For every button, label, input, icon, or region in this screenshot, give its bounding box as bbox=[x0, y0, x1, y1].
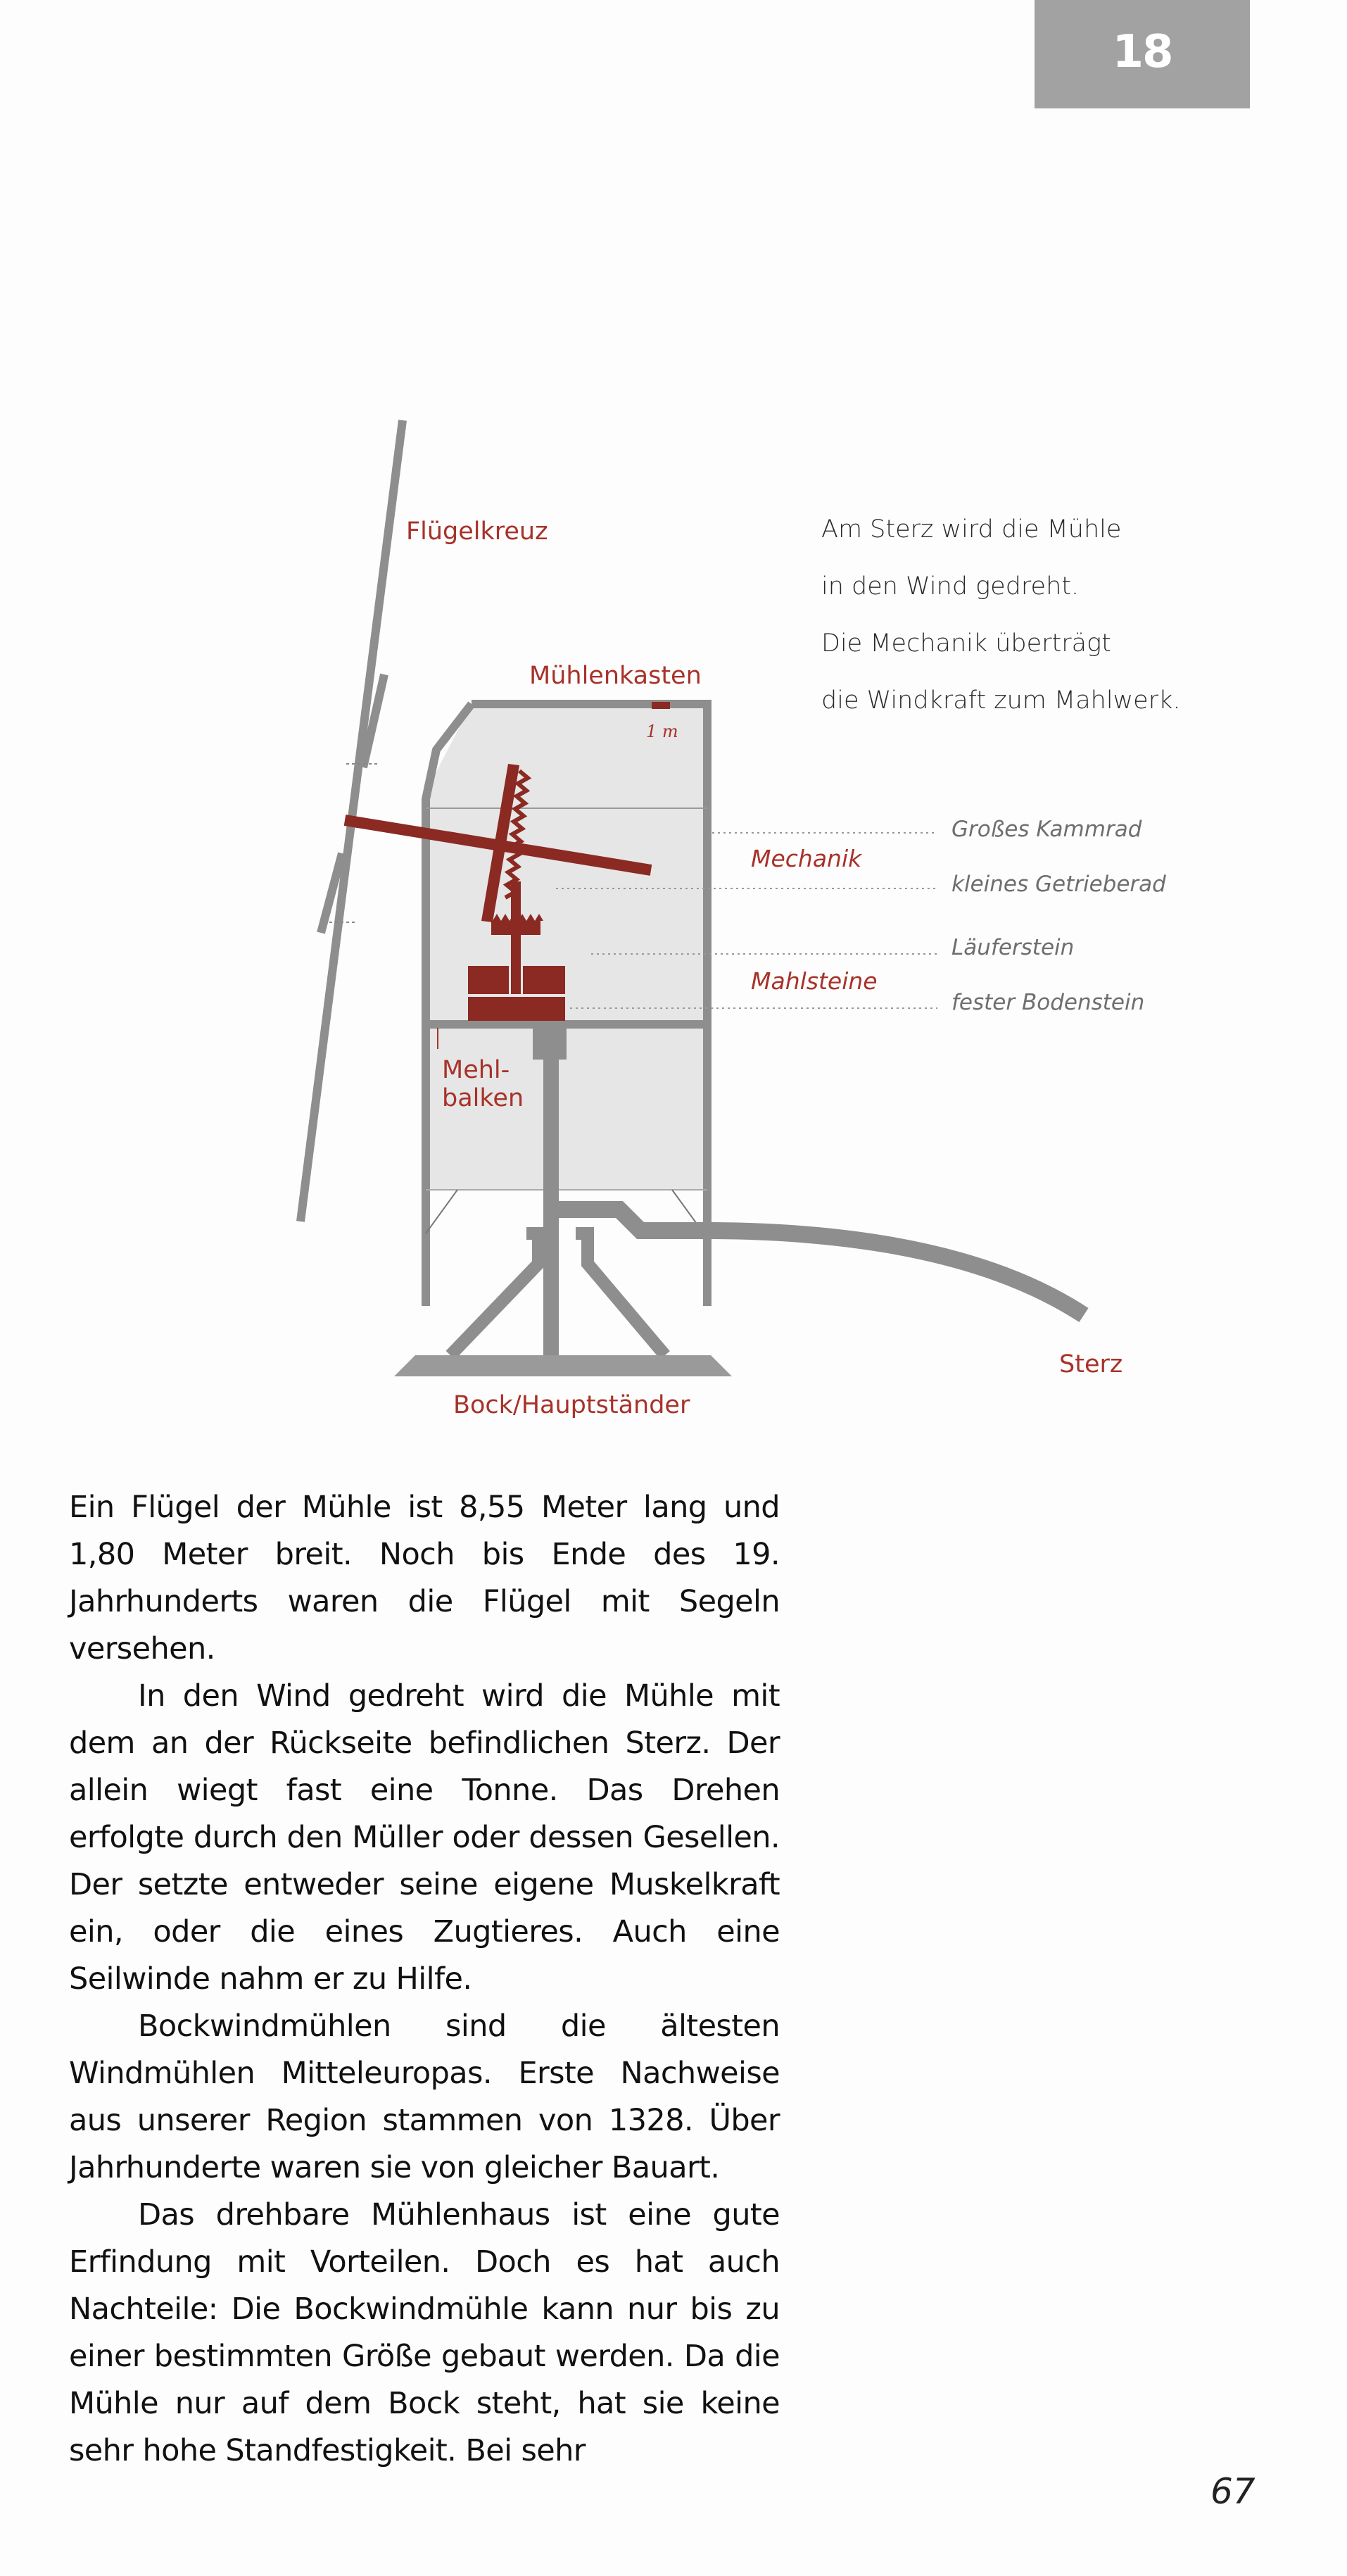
caption-line: Die Mechanik überträgt bbox=[821, 629, 1111, 658]
label-muehlenkasten: Mühlenkasten bbox=[529, 662, 702, 690]
part-laeuferstein: Läuferstein bbox=[951, 935, 1075, 960]
diagram-caption bbox=[821, 501, 1181, 729]
post-cap bbox=[533, 1024, 567, 1060]
label-fluegelkreuz: Flügelkreuz bbox=[406, 517, 548, 546]
part-kleines-getrieberad: kleines Getrieberad bbox=[951, 872, 1166, 897]
caption-line: die Windkraft zum Mahlwerk. bbox=[821, 686, 1181, 715]
label-mehlbalken-line1: Mehl- bbox=[442, 1056, 510, 1084]
paragraph: Bockwindmühlen sind die ältesten Windmühlen Mitteleuropas. Erste Nachweise aus unserer Region stammen von 1328. Über Jahrhunderte waren sie von gleicher Bauart. bbox=[69, 2009, 780, 2185]
trestle-brace-right bbox=[576, 1233, 665, 1355]
scale-bar bbox=[652, 702, 670, 709]
label-scale: 1 m bbox=[646, 722, 678, 741]
runner-stone-right bbox=[523, 966, 565, 994]
caption-line: in den Wind gedreht. bbox=[821, 572, 1080, 601]
runner-stone-left bbox=[468, 966, 509, 994]
paragraph: Ein Flügel der Mühle ist 8,55 Meter lang und 1,80 Meter breit. Noch bis Ende des 19. Jahrhunderts waren die Flügel mit Segeln versehen. bbox=[69, 1490, 780, 1666]
main-post bbox=[543, 1056, 559, 1362]
brace-left bbox=[426, 1190, 457, 1233]
part-grosses-kammrad: Großes Kammrad bbox=[951, 817, 1142, 842]
label-bock: Bock/Hauptständer bbox=[453, 1391, 690, 1419]
trestle-base bbox=[394, 1355, 732, 1376]
chapter-number: 18 bbox=[1112, 26, 1172, 78]
label-mahlsteine: Mahlsteine bbox=[751, 967, 878, 995]
label-mehlbalken bbox=[442, 1056, 524, 1112]
spindle bbox=[511, 881, 521, 994]
label-mehlbalken-line2: balken bbox=[442, 1084, 524, 1112]
tail-pole bbox=[559, 1210, 1084, 1315]
paragraph: In den Wind gedreht wird die Mühle mit dem an der Rückseite befindlichen Sterz. Der allein wiegt fast eine Tonne. Das Drehen erfolgte durch den Müller oder dessen Gesellen. Der setzte entweder seine eigene Muskelkraft ein, oder die eines Zugtieres. Auch eine Seilwinde nahm er zu Hilfe. bbox=[69, 1678, 780, 1997]
part-fester-bodenstein: fester Bodenstein bbox=[951, 990, 1145, 1015]
page-number: 67 bbox=[1210, 2471, 1256, 2512]
house-fill bbox=[426, 704, 707, 1190]
trestle-brace-left bbox=[450, 1233, 538, 1355]
label-sterz: Sterz bbox=[1059, 1350, 1123, 1378]
caption-line: Am Sterz wird die Mühle bbox=[821, 515, 1122, 544]
paragraph: Das drehbare Mühlenhaus ist eine gute Erfindung mit Vorteilen. Doch es hat auch Nachteile: Die Bockwindmühle kann nur bis zu einer bestimmten Größe gebaut werden. Da die Mühle nur auf dem Bock steht, hat sie keine sehr hohe Standfestigkeit. Bei sehr bbox=[69, 2197, 780, 2468]
body-text bbox=[69, 1484, 780, 2475]
label-mechanik: Mechanik bbox=[751, 845, 862, 872]
bed-stone bbox=[468, 997, 565, 1021]
